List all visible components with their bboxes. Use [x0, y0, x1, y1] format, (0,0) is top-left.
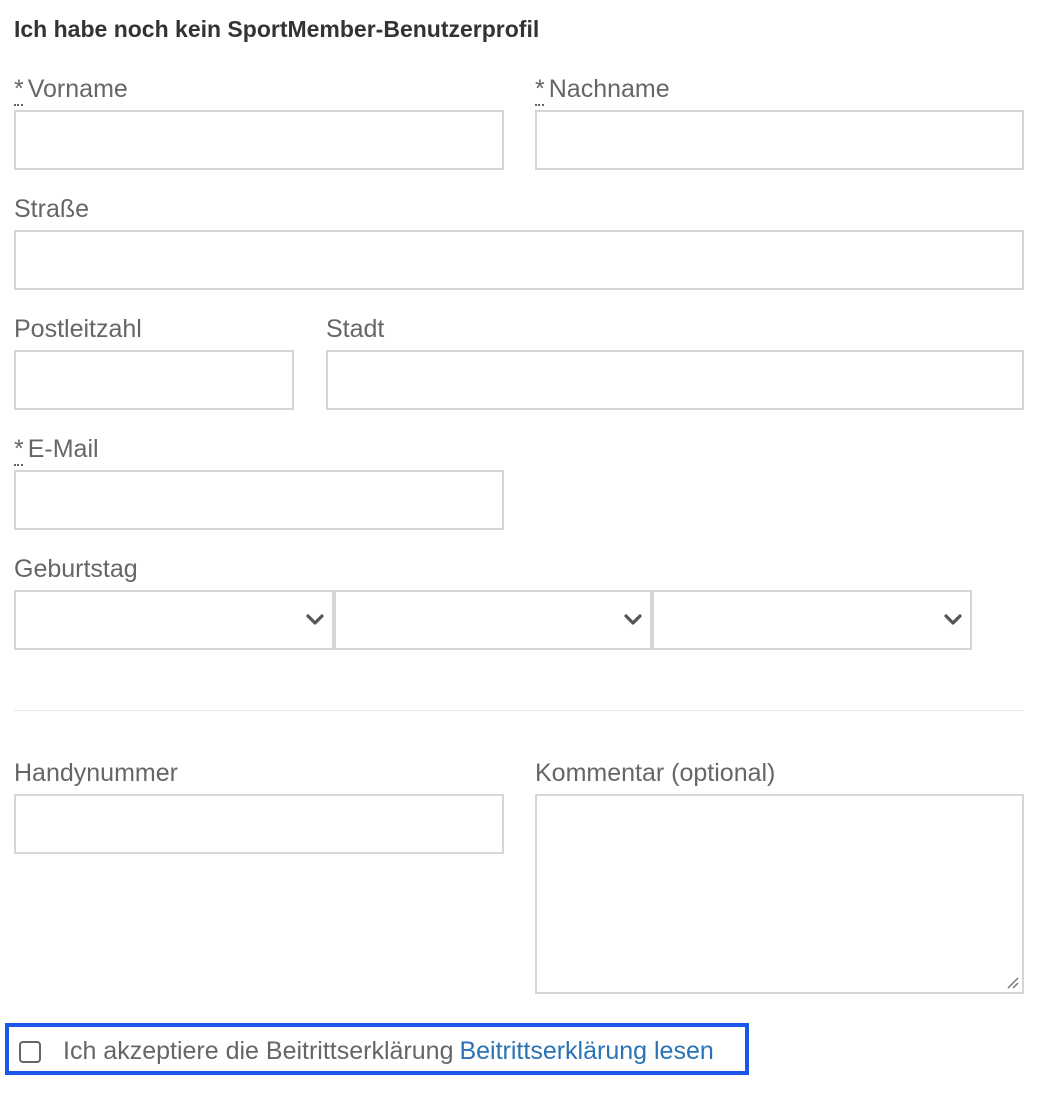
email-input[interactable]: [14, 470, 504, 530]
geburtstag-day-select[interactable]: [14, 590, 334, 650]
postleitzahl-label: Postleitzahl: [14, 315, 142, 343]
resize-grip-icon[interactable]: [1005, 975, 1019, 989]
geburtstag-year-select[interactable]: [652, 590, 972, 650]
consent-link[interactable]: Beitrittserklärung lesen: [459, 1037, 714, 1065]
kommentar-field[interactable]: [537, 796, 1022, 992]
handynummer-field[interactable]: [16, 796, 502, 852]
handynummer-label: Handynummer: [14, 759, 178, 787]
required-marker: *: [14, 435, 24, 463]
strasse-field[interactable]: [16, 232, 1022, 288]
nachname-label-text: Nachname: [548, 75, 670, 103]
geburtstag-month-select[interactable]: [334, 590, 652, 650]
chevron-down-icon: [305, 610, 325, 630]
geburtstag-label: Geburtstag: [14, 555, 138, 583]
vorname-input[interactable]: [14, 110, 504, 170]
email-label-text: E-Mail: [27, 435, 99, 463]
vorname-label: [14, 75, 128, 104]
strasse-label: Straße: [14, 195, 90, 223]
consent-label: [63, 1037, 714, 1066]
required-marker: *: [535, 75, 545, 103]
section-divider: [14, 710, 1024, 711]
vorname-field[interactable]: [16, 112, 502, 168]
consent-row: [5, 1023, 749, 1075]
postleitzahl-field[interactable]: [16, 352, 292, 408]
stadt-field[interactable]: [328, 352, 1022, 408]
email-label: [14, 435, 99, 464]
kommentar-label: Kommentar (optional): [535, 759, 776, 787]
required-marker: *: [14, 75, 24, 103]
email-field[interactable]: [16, 472, 502, 528]
consent-text: Ich akzeptiere die Beitrittserklärung: [63, 1037, 454, 1065]
nachname-input[interactable]: [535, 110, 1024, 170]
nachname-label: [535, 75, 670, 104]
stadt-input[interactable]: [326, 350, 1024, 410]
postleitzahl-input[interactable]: [14, 350, 294, 410]
form-title: Ich habe noch kein SportMember-Benutzerprofil: [14, 16, 540, 42]
chevron-down-icon: [623, 610, 643, 630]
strasse-input[interactable]: [14, 230, 1024, 290]
handynummer-input[interactable]: [14, 794, 504, 854]
kommentar-textarea[interactable]: [535, 794, 1024, 994]
stadt-label: Stadt: [326, 315, 385, 343]
consent-checkbox[interactable]: [19, 1041, 41, 1063]
vorname-label-text: Vorname: [27, 75, 128, 103]
nachname-field[interactable]: [537, 112, 1022, 168]
chevron-down-icon: [943, 610, 963, 630]
